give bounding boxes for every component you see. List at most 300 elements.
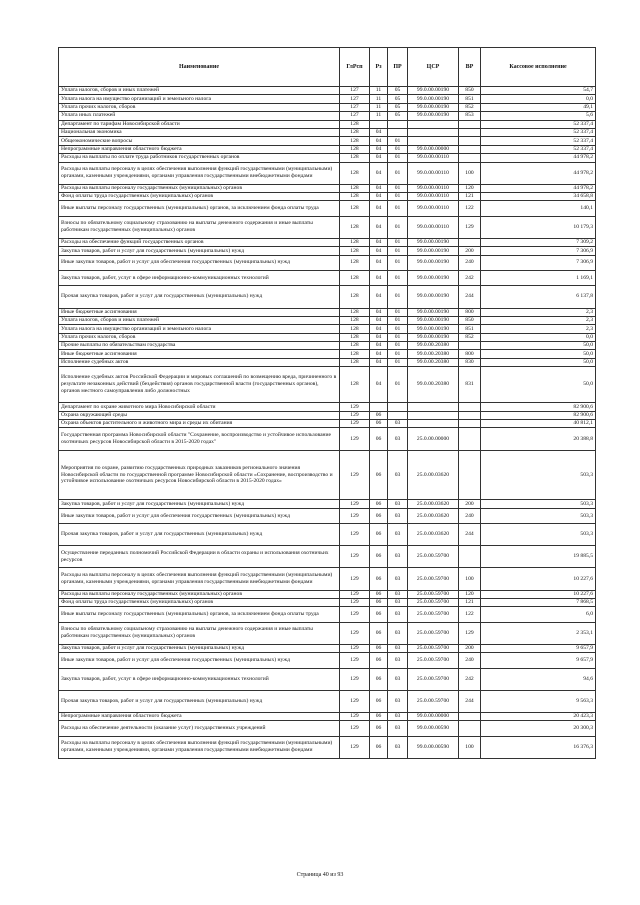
row-pr-cell: 03 xyxy=(388,599,408,607)
row-grbs-cell: 128 xyxy=(340,271,370,286)
row-pr-cell: 01 xyxy=(388,286,408,308)
row-name-cell: Иные выплаты персоналу государственных (муниципальных) органов, за исключением фонда оплаты труда xyxy=(59,607,340,622)
row-grbs-cell: 128 xyxy=(340,216,370,238)
row-name-cell: Исполнение судебных актов Российской Федерации и мировых соглашений по возмещению вреда, причиненного в результате незаконных действий (бездействия) органов государственной власти (государственных органов), органов местного самоуправления либо должностных xyxy=(59,367,340,403)
row-csr-cell: 99.0.00.00110 xyxy=(408,184,459,192)
row-name-cell: Взносы по обязательному социальному страхованию на выплаты денежного содержания и иные выплаты работникам государственных (муниципальных) органов xyxy=(59,622,340,644)
row-amount-cell: 20 388,8 xyxy=(481,428,596,450)
row-vr-cell: 244 xyxy=(459,524,481,546)
row-amount-cell: 82 900,6 xyxy=(481,403,596,411)
row-amount-cell: 52 337,4 xyxy=(481,145,596,153)
row-name-cell: Иные закупки товаров, работ и услуг для обеспечения государственных (муниципальных) нужд xyxy=(59,508,340,523)
row-pr-cell: 03 xyxy=(388,721,408,736)
row-amount-cell: 19 885,5 xyxy=(481,546,596,568)
row-amount-cell: 2,3 xyxy=(481,325,596,333)
row-amount-cell: 52 337,4 xyxy=(481,128,596,136)
row-amount-cell: 50,0 xyxy=(481,367,596,403)
row-vr-cell: 852 xyxy=(459,333,481,341)
table-row xyxy=(59,350,596,358)
row-rz-cell: 06 xyxy=(370,736,388,758)
row-csr-cell: 99.0.00.00190 xyxy=(408,87,459,95)
row-grbs-cell: 128 xyxy=(340,184,370,192)
row-vr-cell xyxy=(459,428,481,450)
row-rz-cell xyxy=(370,120,388,128)
row-vr-cell: 122 xyxy=(459,201,481,216)
row-name-cell: Иные бюджетные ассигнования xyxy=(59,350,340,358)
row-grbs-cell: 129 xyxy=(340,546,370,568)
row-grbs-cell: 128 xyxy=(340,333,370,341)
row-pr-cell: 03 xyxy=(388,450,408,500)
row-pr-cell: 01 xyxy=(388,247,408,255)
row-pr-cell: 03 xyxy=(388,524,408,546)
table-row xyxy=(59,162,596,184)
row-amount-cell: 7 306,9 xyxy=(481,255,596,270)
row-csr-cell: 99.0.00.00190 xyxy=(408,255,459,270)
row-rz-cell: 04 xyxy=(370,358,388,366)
row-grbs-cell: 128 xyxy=(340,120,370,128)
row-rz-cell xyxy=(370,403,388,411)
row-rz-cell: 04 xyxy=(370,128,388,136)
row-pr-cell: 01 xyxy=(388,358,408,366)
row-csr-cell: 99.0.00.00190 xyxy=(408,325,459,333)
row-amount-cell: 10 227,6 xyxy=(481,568,596,590)
row-amount-cell: 50,0 xyxy=(481,358,596,366)
row-pr-cell: 01 xyxy=(388,333,408,341)
row-vr-cell: 100 xyxy=(459,736,481,758)
row-amount-cell: 82 900,6 xyxy=(481,411,596,419)
row-amount-cell: 6 137,8 xyxy=(481,286,596,308)
row-pr-cell: 01 xyxy=(388,325,408,333)
row-amount-cell: 10 227,6 xyxy=(481,590,596,598)
row-rz-cell: 04 xyxy=(370,154,388,162)
row-vr-cell xyxy=(459,120,481,128)
row-csr-cell xyxy=(408,403,459,411)
table-row xyxy=(59,736,596,758)
row-rz-cell: 06 xyxy=(370,568,388,590)
row-rz-cell: 06 xyxy=(370,599,388,607)
row-csr-cell: 99.0.00.00590 xyxy=(408,721,459,736)
table-row xyxy=(59,668,596,690)
row-rz-cell: 04 xyxy=(370,201,388,216)
row-vr-cell: 244 xyxy=(459,690,481,712)
row-grbs-cell: 128 xyxy=(340,238,370,246)
row-grbs-cell: 128 xyxy=(340,137,370,145)
row-vr-cell: 851 xyxy=(459,325,481,333)
row-name-cell: Иные выплаты персоналу государственных (муниципальных) органов, за исключением фонда оплаты труда xyxy=(59,201,340,216)
row-csr-cell: 25.0.00.59700 xyxy=(408,690,459,712)
row-rz-cell: 06 xyxy=(370,721,388,736)
row-pr-cell: 03 xyxy=(388,622,408,644)
row-csr-cell: 99.0.00.00190 xyxy=(408,286,459,308)
row-vr-cell: 800 xyxy=(459,308,481,316)
row-csr-cell: 99.0.00.00110 xyxy=(408,162,459,184)
row-amount-cell: 9 657,9 xyxy=(481,644,596,652)
row-pr-cell: 01 xyxy=(388,154,408,162)
row-pr-cell: 03 xyxy=(388,590,408,598)
row-csr-cell: 25.0.00.00000 xyxy=(408,428,459,450)
row-name-cell: Расходы на обеспечение функций государственных органов xyxy=(59,238,340,246)
table-row xyxy=(59,607,596,622)
row-grbs-cell: 128 xyxy=(340,316,370,324)
page-number: Страница 40 из 93 xyxy=(296,872,344,878)
row-csr-cell: 99.0.00.00190 xyxy=(408,95,459,103)
row-amount-cell: 50,0 xyxy=(481,350,596,358)
row-amount-cell: 7 306,9 xyxy=(481,247,596,255)
table-row xyxy=(59,184,596,192)
row-grbs-cell: 129 xyxy=(340,524,370,546)
row-amount-cell: 503,3 xyxy=(481,524,596,546)
row-rz-cell: 06 xyxy=(370,428,388,450)
row-pr-cell xyxy=(388,128,408,136)
row-grbs-cell: 129 xyxy=(340,500,370,508)
row-csr-cell: 99.0.00.00190 xyxy=(408,271,459,286)
row-pr-cell: 01 xyxy=(388,137,408,145)
row-name-cell: Охрана объектов растительного и животного мира и среды их обитания xyxy=(59,420,340,428)
row-pr-cell xyxy=(388,403,408,411)
row-grbs-cell: 127 xyxy=(340,87,370,95)
table-row xyxy=(59,342,596,350)
row-grbs-cell: 128 xyxy=(340,325,370,333)
row-rz-cell: 04 xyxy=(370,247,388,255)
row-amount-cell: 94,6 xyxy=(481,668,596,690)
row-vr-cell: 852 xyxy=(459,103,481,111)
row-csr-cell: 99.0.00.00110 xyxy=(408,154,459,162)
table-row xyxy=(59,87,596,95)
row-pr-cell: 01 xyxy=(388,316,408,324)
row-rz-cell: 06 xyxy=(370,411,388,419)
row-grbs-cell: 129 xyxy=(340,690,370,712)
row-pr-cell: 01 xyxy=(388,342,408,350)
row-name-cell: Прочие выплаты по обязательствам государства xyxy=(59,342,340,350)
row-csr-cell: 99.0.00.00190 xyxy=(408,247,459,255)
header-csr: ЦСР xyxy=(408,48,459,87)
row-name-cell: Иные бюджетные ассигнования xyxy=(59,308,340,316)
row-csr-cell: 25.0.00.59700 xyxy=(408,644,459,652)
table-row xyxy=(59,524,596,546)
row-grbs-cell: 128 xyxy=(340,193,370,201)
row-vr-cell: 121 xyxy=(459,599,481,607)
row-pr-cell: 03 xyxy=(388,644,408,652)
row-vr-cell xyxy=(459,154,481,162)
row-name-cell: Расходы на обеспечение деятельности (оказание услуг) государственных учреждений xyxy=(59,721,340,736)
row-csr-cell: 25.0.00.59700 xyxy=(408,607,459,622)
row-grbs-cell: 129 xyxy=(340,721,370,736)
row-rz-cell: 06 xyxy=(370,500,388,508)
row-name-cell: Прочая закупка товаров, работ и услуг для государственных (муниципальных) нужд xyxy=(59,524,340,546)
row-grbs-cell: 129 xyxy=(340,653,370,668)
row-csr-cell xyxy=(408,120,459,128)
row-vr-cell: 240 xyxy=(459,653,481,668)
row-amount-cell: 503,3 xyxy=(481,508,596,523)
row-pr-cell: 03 xyxy=(388,690,408,712)
table-row xyxy=(59,316,596,324)
row-grbs-cell: 128 xyxy=(340,247,370,255)
table-row xyxy=(59,120,596,128)
table-row xyxy=(59,546,596,568)
header-name: Наименование xyxy=(59,48,340,87)
row-grbs-cell: 128 xyxy=(340,286,370,308)
row-rz-cell: 04 xyxy=(370,238,388,246)
row-amount-cell: 20 300,3 xyxy=(481,721,596,736)
row-vr-cell: 800 xyxy=(459,350,481,358)
row-rz-cell: 04 xyxy=(370,350,388,358)
row-csr-cell: 99.0.00.20380 xyxy=(408,358,459,366)
row-name-cell: Охрана окружающей среды xyxy=(59,411,340,419)
row-grbs-cell: 127 xyxy=(340,112,370,120)
row-rz-cell: 06 xyxy=(370,668,388,690)
row-pr-cell: 03 xyxy=(388,713,408,721)
row-name-cell: Прочая закупка товаров, работ и услуг для государственных (муниципальных) нужд xyxy=(59,286,340,308)
row-amount-cell: 49,1 xyxy=(481,103,596,111)
row-grbs-cell: 129 xyxy=(340,607,370,622)
row-vr-cell: 831 xyxy=(459,367,481,403)
row-rz-cell: 06 xyxy=(370,524,388,546)
row-csr-cell: 99.0.00.00190 xyxy=(408,333,459,341)
row-amount-cell: 1 169,1 xyxy=(481,271,596,286)
row-pr-cell: 01 xyxy=(388,350,408,358)
row-amount-cell: 2,3 xyxy=(481,308,596,316)
row-csr-cell: 25.0.00.59700 xyxy=(408,622,459,644)
table-row xyxy=(59,420,596,428)
row-pr-cell: 05 xyxy=(388,112,408,120)
row-name-cell: Непрограммные направления областного бюджета xyxy=(59,713,340,721)
row-vr-cell xyxy=(459,137,481,145)
row-name-cell: Фонд оплаты труда государственных (муниципальных) органов xyxy=(59,599,340,607)
row-name-cell: Расходы на выплаты персоналу в целях обеспечения выполнения функций государственными (муниципальными) органами, казенными учреждениями, органами управления государственными внебюджетными фондами xyxy=(59,736,340,758)
row-grbs-cell: 129 xyxy=(340,668,370,690)
row-rz-cell: 06 xyxy=(370,420,388,428)
row-vr-cell: 240 xyxy=(459,255,481,270)
row-rz-cell: 11 xyxy=(370,95,388,103)
row-vr-cell: 242 xyxy=(459,668,481,690)
row-name-cell: Взносы по обязательному социальному страхованию на выплаты денежного содержания и иные выплаты работникам государственных (муниципальных) органов xyxy=(59,216,340,238)
row-name-cell: Департамент по охране животного мира Новосибирской области xyxy=(59,403,340,411)
row-name-cell: Иные закупки товаров, работ и услуг для обеспечения государственных (муниципальных) нужд xyxy=(59,653,340,668)
row-csr-cell: 25.0.00.59700 xyxy=(408,668,459,690)
row-vr-cell xyxy=(459,238,481,246)
budget-table-sheet xyxy=(58,47,595,759)
row-rz-cell: 04 xyxy=(370,193,388,201)
row-csr-cell: 99.0.00.00190 xyxy=(408,238,459,246)
row-pr-cell: 03 xyxy=(388,607,408,622)
table-row xyxy=(59,721,596,736)
row-name-cell: Прочая закупка товаров, работ и услуг для государственных (муниципальных) нужд xyxy=(59,690,340,712)
row-name-cell: Закупка товаров, работ и услуг для государственных (муниципальных) нужд xyxy=(59,644,340,652)
row-grbs-cell: 128 xyxy=(340,162,370,184)
header-grbs: ГлРсп xyxy=(340,48,370,87)
row-vr-cell xyxy=(459,450,481,500)
table-row xyxy=(59,508,596,523)
row-csr-cell: 99.0.00.00110 xyxy=(408,201,459,216)
row-amount-cell: 9 657,9 xyxy=(481,653,596,668)
row-rz-cell: 06 xyxy=(370,653,388,668)
row-grbs-cell: 128 xyxy=(340,350,370,358)
row-csr-cell: 99.0.00.00110 xyxy=(408,216,459,238)
row-name-cell: Закупка товаров, работ и услуг для государственных (муниципальных) нужд xyxy=(59,247,340,255)
row-csr-cell: 25.0.00.03620 xyxy=(408,450,459,500)
row-amount-cell: 34 658,8 xyxy=(481,193,596,201)
row-name-cell: Уплата прочих налогов, сборов xyxy=(59,103,340,111)
row-csr-cell: 99.0.00.20380 xyxy=(408,367,459,403)
row-rz-cell: 04 xyxy=(370,137,388,145)
row-name-cell: Уплата налогов, сборов и иных платежей xyxy=(59,316,340,324)
row-vr-cell: 851 xyxy=(459,95,481,103)
table-row xyxy=(59,308,596,316)
table-row xyxy=(59,411,596,419)
row-name-cell: Уплата налогов, сборов и иных платежей xyxy=(59,87,340,95)
row-rz-cell: 06 xyxy=(370,622,388,644)
row-amount-cell: 503,3 xyxy=(481,450,596,500)
row-name-cell: Расходы на выплаты персоналу в целях обеспечения выполнения функций государственными (муниципальными) органами, казенными учреждениями, органами управления государственными внебюджетными фондами xyxy=(59,568,340,590)
row-pr-cell: 01 xyxy=(388,216,408,238)
row-grbs-cell: 128 xyxy=(340,367,370,403)
row-vr-cell: 240 xyxy=(459,508,481,523)
row-rz-cell: 04 xyxy=(370,255,388,270)
row-csr-cell: 99.0.00.00110 xyxy=(408,193,459,201)
row-pr-cell: 05 xyxy=(388,103,408,111)
table-row xyxy=(59,201,596,216)
row-name-cell: Общеэкономические вопросы xyxy=(59,137,340,145)
row-csr-cell: 99.0.00.00190 xyxy=(408,112,459,120)
table-row xyxy=(59,193,596,201)
row-csr-cell: 99.0.00.00190 xyxy=(408,316,459,324)
row-pr-cell: 03 xyxy=(388,546,408,568)
row-vr-cell xyxy=(459,342,481,350)
table-row xyxy=(59,713,596,721)
row-pr-cell: 01 xyxy=(388,308,408,316)
row-vr-cell xyxy=(459,145,481,153)
row-pr-cell: 03 xyxy=(388,668,408,690)
row-vr-cell: 244 xyxy=(459,286,481,308)
row-vr-cell: 850 xyxy=(459,316,481,324)
table-header-row xyxy=(59,48,596,87)
row-vr-cell: 850 xyxy=(459,87,481,95)
row-amount-cell: 52 337,4 xyxy=(481,120,596,128)
row-csr-cell: 25.0.00.03620 xyxy=(408,500,459,508)
row-pr-cell: 05 xyxy=(388,95,408,103)
row-name-cell: Расходы на выплаты по оплате труда работников государственных органов xyxy=(59,154,340,162)
row-amount-cell: 140,1 xyxy=(481,201,596,216)
row-name-cell: Закупка товаров, работ и услуг для государственных (муниципальных) нужд xyxy=(59,500,340,508)
row-vr-cell xyxy=(459,411,481,419)
header-vr: ВР xyxy=(459,48,481,87)
row-pr-cell: 01 xyxy=(388,367,408,403)
row-pr-cell: 05 xyxy=(388,87,408,95)
row-rz-cell: 06 xyxy=(370,546,388,568)
row-rz-cell: 06 xyxy=(370,690,388,712)
table-row xyxy=(59,325,596,333)
row-grbs-cell: 129 xyxy=(340,420,370,428)
row-amount-cell: 44 978,2 xyxy=(481,162,596,184)
row-vr-cell xyxy=(459,128,481,136)
row-amount-cell: 0,0 xyxy=(481,95,596,103)
row-rz-cell: 06 xyxy=(370,607,388,622)
row-rz-cell: 11 xyxy=(370,112,388,120)
row-rz-cell: 04 xyxy=(370,271,388,286)
table-row xyxy=(59,428,596,450)
row-name-cell: Фонд оплаты труда государственных (муниципальных) органов xyxy=(59,193,340,201)
row-csr-cell: 25.0.00.59700 xyxy=(408,590,459,598)
table-row xyxy=(59,247,596,255)
row-pr-cell: 03 xyxy=(388,653,408,668)
row-amount-cell: 2 353,1 xyxy=(481,622,596,644)
row-grbs-cell: 129 xyxy=(340,590,370,598)
row-name-cell: Мероприятия по охране, развитию государственных природных заказников регионального значения Новосибирской области по государственной программе Новосибирской области «Сохранение, воспроизводство и устойчивое использование охотничьих ресурсов Новосибирской области в 2015-2020 годах» xyxy=(59,450,340,500)
table-row xyxy=(59,137,596,145)
row-grbs-cell: 129 xyxy=(340,403,370,411)
row-csr-cell xyxy=(408,420,459,428)
row-grbs-cell: 129 xyxy=(340,736,370,758)
row-grbs-cell: 128 xyxy=(340,154,370,162)
table-row xyxy=(59,450,596,500)
table-row xyxy=(59,128,596,136)
row-pr-cell: 03 xyxy=(388,428,408,450)
row-name-cell: Закупка товаров, работ, услуг в сфере информационно-коммуникационных технологий xyxy=(59,668,340,690)
row-grbs-cell: 128 xyxy=(340,255,370,270)
row-name-cell: Национальная экономика xyxy=(59,128,340,136)
row-name-cell: Расходы на выплаты персоналу государственных (муниципальных) органов xyxy=(59,184,340,192)
row-vr-cell: 200 xyxy=(459,644,481,652)
row-pr-cell: 03 xyxy=(388,568,408,590)
table-row xyxy=(59,255,596,270)
row-pr-cell: 01 xyxy=(388,271,408,286)
row-name-cell: Уплата налога на имущество организаций и земельного налога xyxy=(59,325,340,333)
row-rz-cell: 06 xyxy=(370,713,388,721)
row-csr-cell: 99.0.00.00000 xyxy=(408,713,459,721)
row-vr-cell: 200 xyxy=(459,500,481,508)
table-row xyxy=(59,238,596,246)
row-name-cell: Расходы на выплаты персоналу в целях обеспечения выполнения функций государственными (муниципальными) органами, казенными учреждениями, органами управления государственными внебюджетными фондами xyxy=(59,162,340,184)
budget-execution-table xyxy=(58,47,596,759)
row-name-cell: Государственная программа Новосибирской области "Сохранение, воспроизводство и устойчивое использование охотничьих ресурсов Новосибирской области в 2015-2020 годах" xyxy=(59,428,340,450)
row-amount-cell: 10 179,3 xyxy=(481,216,596,238)
header-pr: ПР xyxy=(388,48,408,87)
row-grbs-cell: 129 xyxy=(340,450,370,500)
row-rz-cell: 06 xyxy=(370,590,388,598)
row-rz-cell: 11 xyxy=(370,103,388,111)
table-row xyxy=(59,500,596,508)
row-amount-cell: 44 978,2 xyxy=(481,154,596,162)
row-amount-cell: 7 309,2 xyxy=(481,238,596,246)
row-amount-cell: 7 868,5 xyxy=(481,599,596,607)
row-amount-cell: 503,3 xyxy=(481,500,596,508)
table-body xyxy=(59,87,596,759)
row-csr-cell xyxy=(408,137,459,145)
row-grbs-cell: 129 xyxy=(340,568,370,590)
row-rz-cell: 04 xyxy=(370,333,388,341)
table-row xyxy=(59,103,596,111)
row-vr-cell: 853 xyxy=(459,112,481,120)
row-vr-cell: 129 xyxy=(459,622,481,644)
row-grbs-cell: 129 xyxy=(340,713,370,721)
row-pr-cell: 01 xyxy=(388,238,408,246)
row-name-cell: Иные закупки товаров, работ и услуг для обеспечения государственных (муниципальных) нужд xyxy=(59,255,340,270)
row-grbs-cell: 128 xyxy=(340,201,370,216)
table-row xyxy=(59,216,596,238)
row-vr-cell: 242 xyxy=(459,271,481,286)
header-amount: Кассовое исполнение xyxy=(481,48,596,87)
row-pr-cell: 01 xyxy=(388,193,408,201)
row-rz-cell: 04 xyxy=(370,367,388,403)
row-vr-cell: 200 xyxy=(459,247,481,255)
row-pr-cell: 03 xyxy=(388,500,408,508)
row-grbs-cell: 128 xyxy=(340,128,370,136)
row-csr-cell: 25.0.00.59700 xyxy=(408,653,459,668)
row-grbs-cell: 127 xyxy=(340,95,370,103)
row-csr-cell xyxy=(408,411,459,419)
row-vr-cell: 830 xyxy=(459,358,481,366)
row-pr-cell: 01 xyxy=(388,162,408,184)
